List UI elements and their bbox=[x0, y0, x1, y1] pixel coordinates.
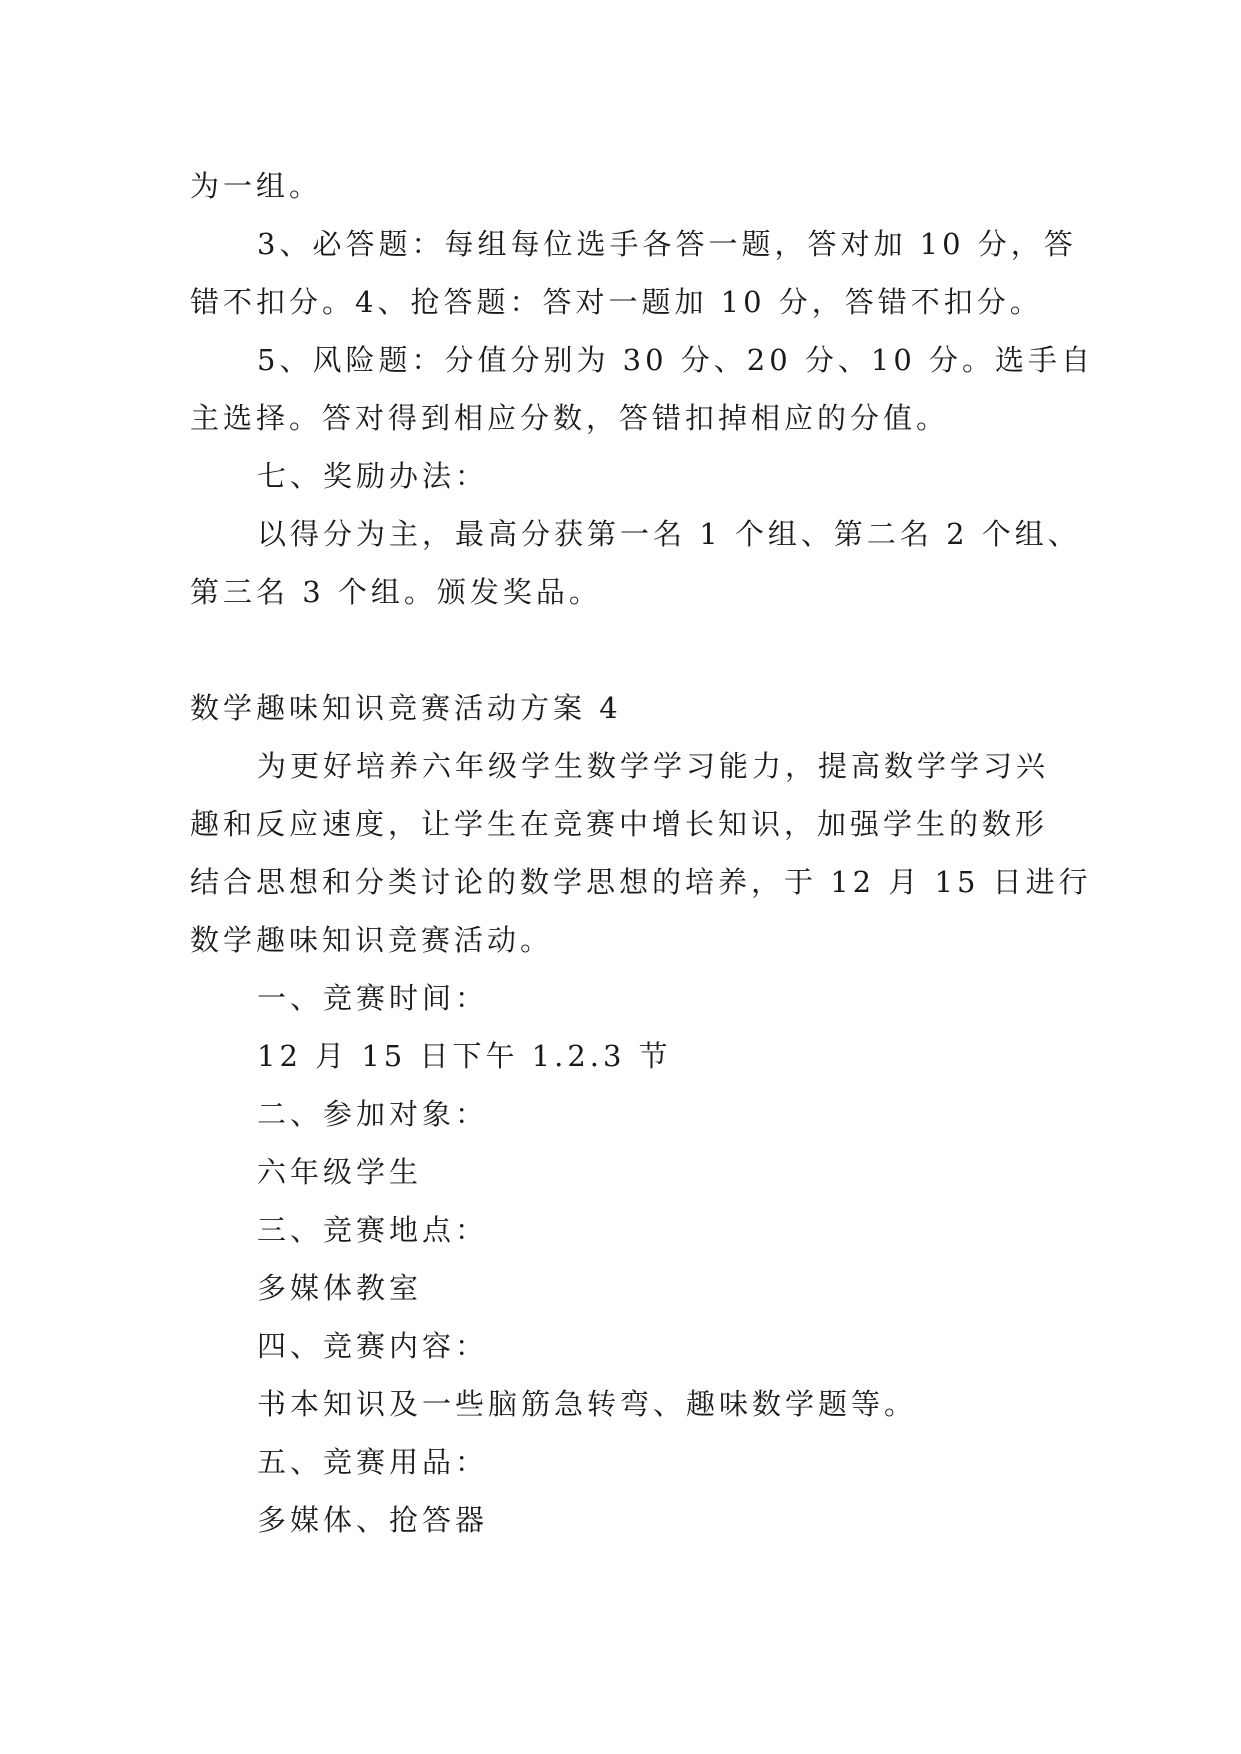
paragraph-line: 多媒体教室 bbox=[257, 1271, 423, 1305]
paragraph-line: 结合思想和分类讨论的数学思想的培养，于 12 月 15 日进行 bbox=[190, 865, 1092, 899]
paragraph-line: 数学趣味知识竞赛活动。 bbox=[190, 923, 554, 957]
paragraph-line: 多媒体、抢答器 bbox=[257, 1503, 489, 1537]
paragraph-line: 3、必答题：每组每位选手各答一题，答对加 10 分，答 bbox=[257, 227, 1077, 261]
paragraph-line: 趣和反应速度，让学生在竞赛中增长知识，加强学生的数形 bbox=[190, 807, 1049, 841]
paragraph-line: 12 月 15 日下午 1.2.3 节 bbox=[257, 1039, 672, 1073]
section-heading: 四、竞赛内容： bbox=[257, 1329, 489, 1363]
paragraph-line: 5、风险题：分值分别为 30 分、20 分、10 分。选手自 bbox=[257, 343, 1095, 377]
section-heading: 五、竞赛用品： bbox=[257, 1445, 489, 1479]
document-title: 数学趣味知识竞赛活动方案 4 bbox=[190, 691, 622, 725]
section-heading: 一、竞赛时间： bbox=[257, 981, 489, 1015]
paragraph-line: 错不扣分。4、抢答题：答对一题加 10 分，答错不扣分。 bbox=[190, 285, 1043, 319]
paragraph-line: 第三名 3 个组。颁发奖品。 bbox=[190, 575, 602, 609]
paragraph-line: 书本知识及一些脑筋急转弯、趣味数学题等。 bbox=[257, 1387, 918, 1421]
paragraph-line: 六年级学生 bbox=[257, 1155, 423, 1189]
section-heading: 七、奖励办法： bbox=[257, 459, 489, 493]
section-heading: 二、参加对象： bbox=[257, 1097, 489, 1131]
paragraph-line: 为更好培养六年级学生数学学习能力，提高数学学习兴 bbox=[257, 749, 1050, 783]
section-heading: 三、竞赛地点： bbox=[257, 1213, 489, 1247]
paragraph-line: 为一组。 bbox=[190, 169, 323, 203]
paragraph-line: 以得分为主，最高分获第一名 1 个组、第二名 2 个组、 bbox=[257, 517, 1081, 551]
paragraph-line: 主选择。答对得到相应分数，答错扣掉相应的分值。 bbox=[190, 401, 950, 435]
